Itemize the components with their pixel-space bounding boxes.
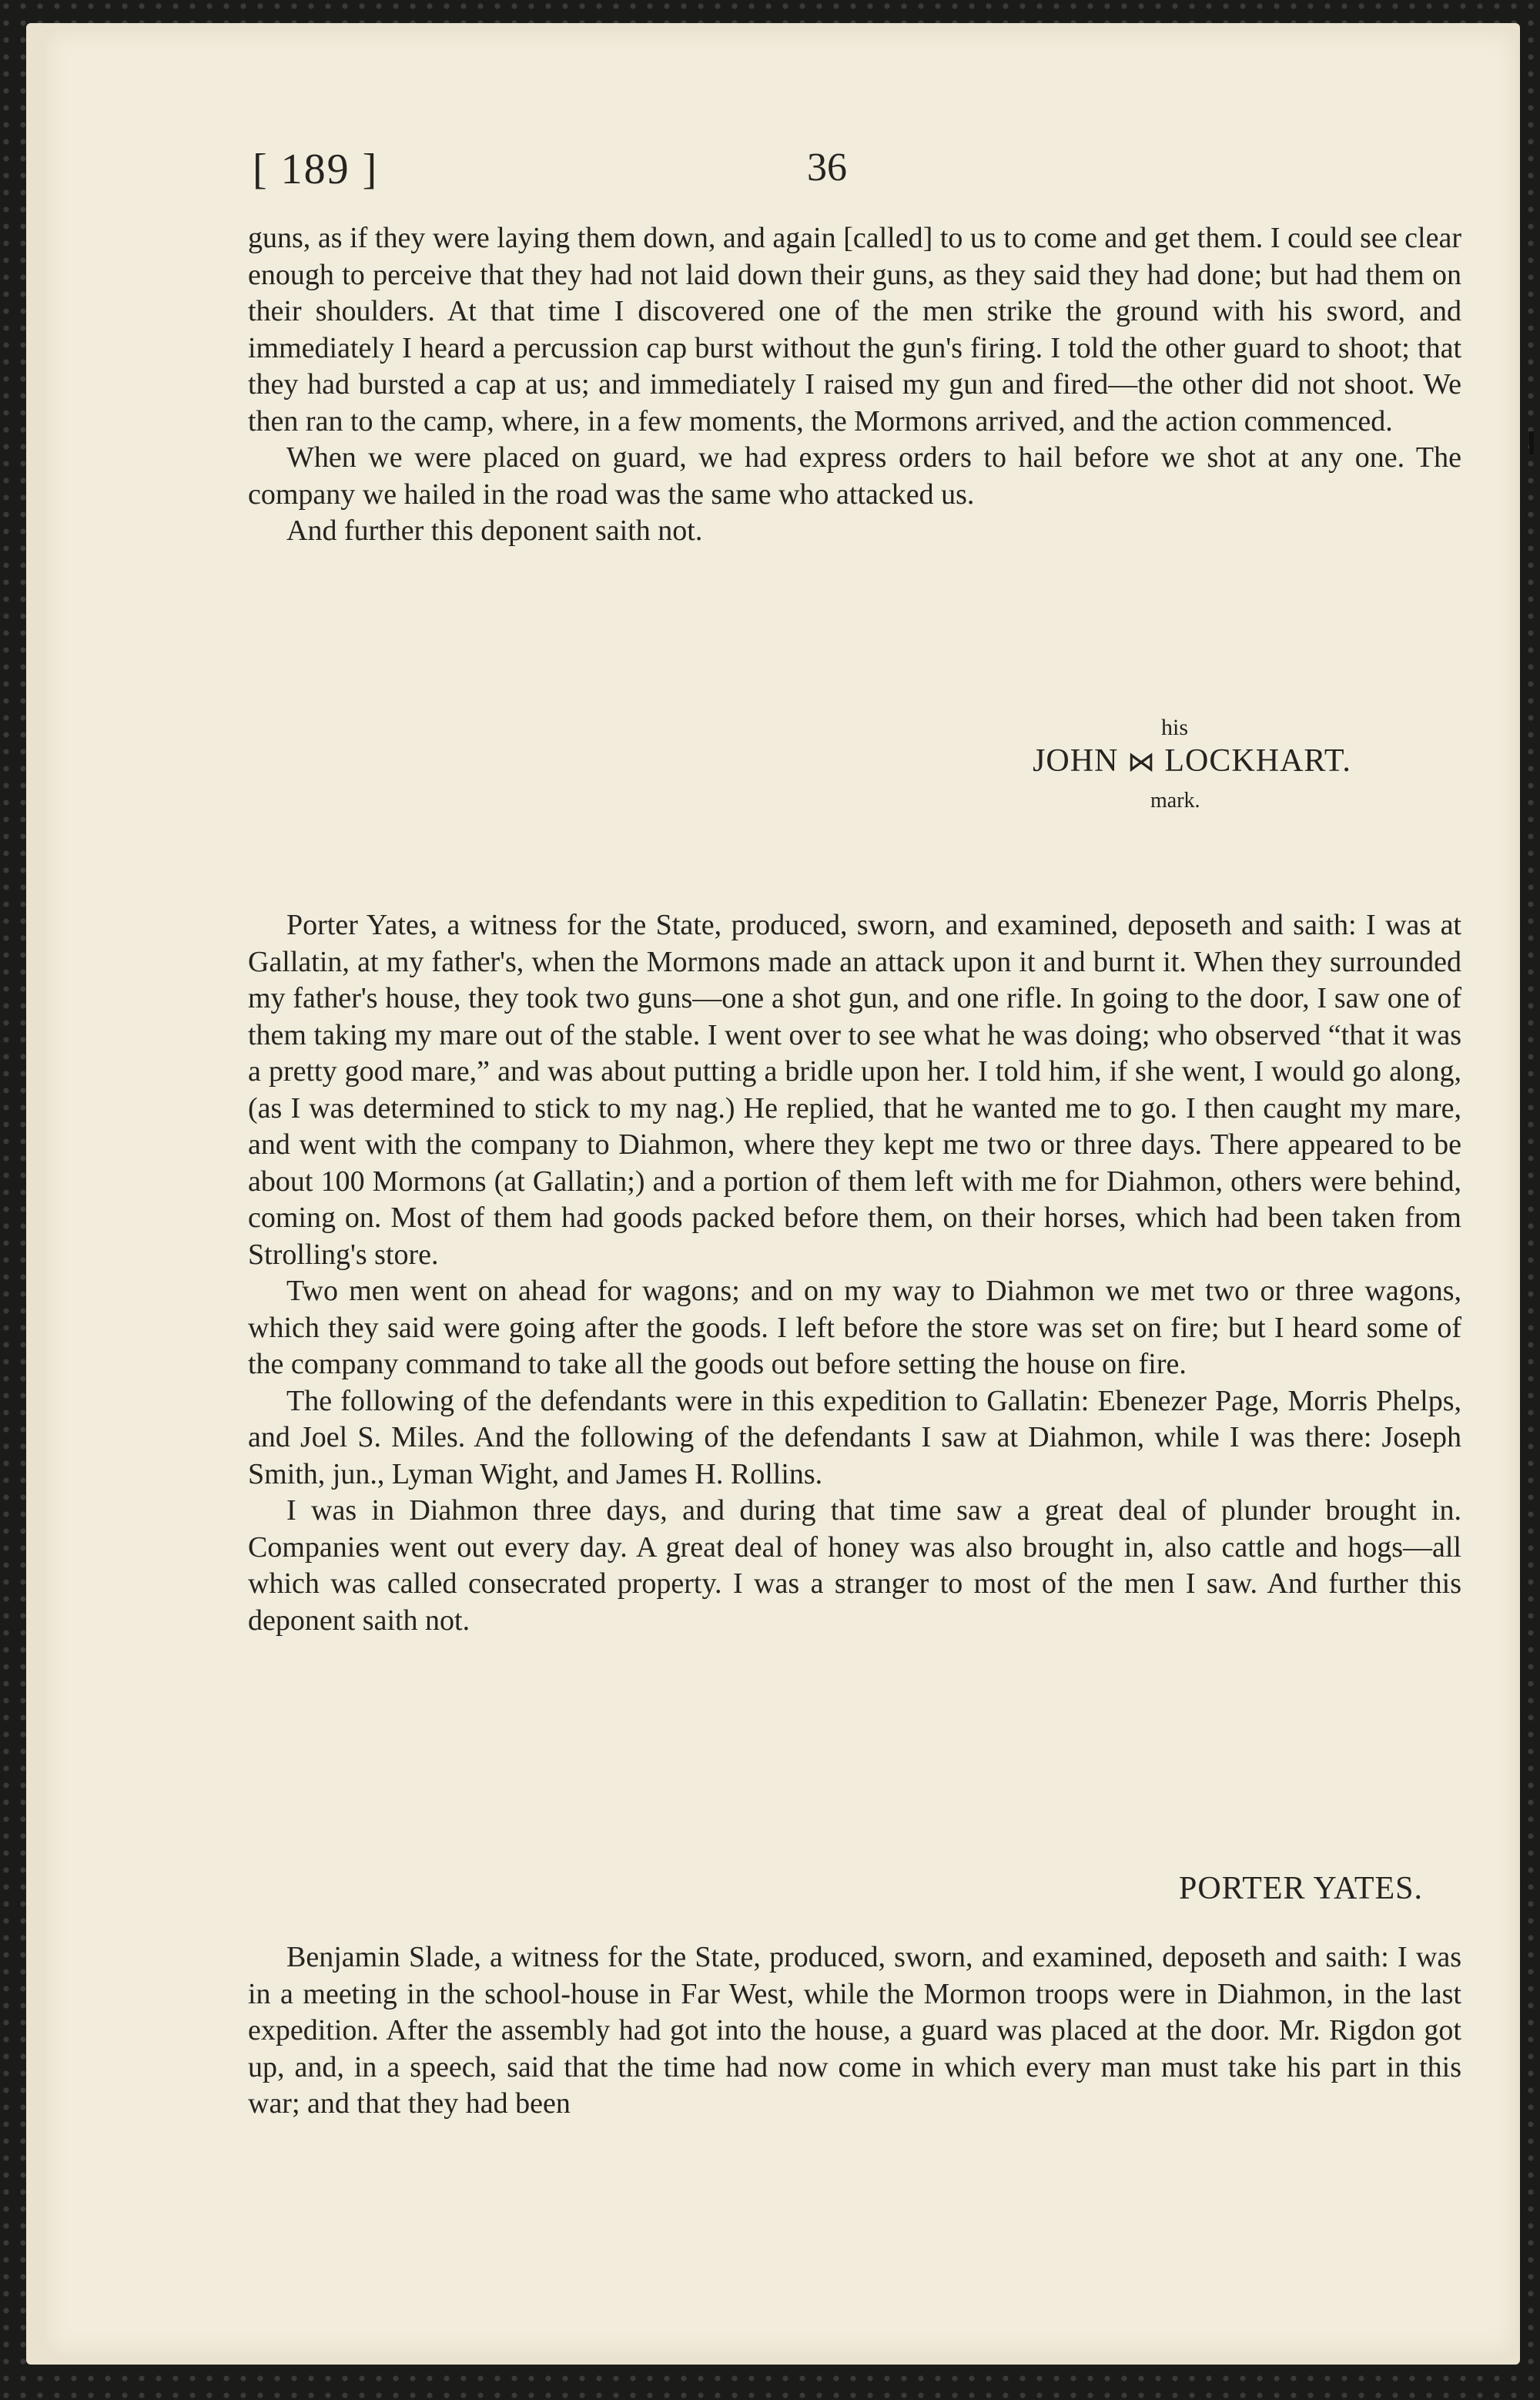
paragraph: The following of the defendants were in this expedition to Gallatin: Ebenezer Page, Morris Phelps, and Joel S. Miles. And the following of the defendants I saw at Diahmon, while I was there: Joseph Smith, jun., Lyman Wight, and James H. Rollins. xyxy=(248,1384,1461,1490)
cross-mark-icon: ⋈ xyxy=(1127,746,1156,778)
document-number: [ 189 ] xyxy=(253,146,379,193)
mark-mark-label: mark. xyxy=(1150,789,1200,813)
paragraph: When we were placed on guard, we had express orders to hail before we shot at any one. The company we hailed in the road was the same who attacked us. xyxy=(248,441,1461,511)
mark-last-name: LOCKHART. xyxy=(1164,743,1351,779)
paragraph: guns, as if they were laying them down, and again [called] to us to come and get them. I could see clear enough to perceive that they had not laid down their guns, as they said they had done; but had them on their shoulders. At that time I discovered one of the men strike the ground with his sword, and immediately I heard a percussion cap burst without the gun's firing. I told the other guard to shoot; that they had bursted a cap at us; and immediately I raised my gun and fired—the other did not shoot. We then ran to the camp, where, in a few moments, the Mormons arrived, and the action commenced. xyxy=(248,222,1461,437)
page-header xyxy=(253,145,1485,214)
paragraph: Benjamin Slade, a witness for the State, produced, sworn, and examined, deposeth and saith: I was in a meeting in the school-house in Far West, while the Mormon troops were in Diahmon, in the last expedition. After the assembly had got into the house, a guard was placed at the door. Mr. Rigdon got up, and, in a speech, said that the time had now come in which every man must take his part in this war; and that they had been xyxy=(248,1941,1461,2120)
scan-edge-mark xyxy=(1529,431,1534,454)
lockhart-testimony-end xyxy=(248,220,1461,550)
page-number: 36 xyxy=(807,146,847,189)
document-page xyxy=(45,29,1517,2355)
paragraph: Porter Yates, a witness for the State, produced, sworn, and examined, deposeth and saith: I was at Gallatin, at my father's, when the Mormons made an attack upon it and burnt it. When they surrounded my father's house, they took two guns—one a shot gun, and one rifle. In going to the door, I saw one of them taking my mare out of the stable. I went over to see what he was doing; who observed “that it was a pretty good mare,” and was about putting a bridle upon her. I told him, if she went, I would go along, (as I was determined to stick to my nag.) He replied, that he wanted me to go. I then caught my mare, and went with the company to Diahmon, where they kept me two or three days. There appeared to be about 100 Mormons (at Gallatin;) and a portion of them left with me for Diahmon, others were behind, coming on. Most of them had goods packed before them, on their horses, which had been taken from Strolling's store. xyxy=(248,909,1461,1271)
yates-signature: PORTER YATES. xyxy=(1179,1871,1423,1906)
paragraph: Two men went on ahead for wagons; and on my way to Diahmon we met two or three wagons, which they said were going after the goods. I left before the store was set on fire; but I heard some of the company command to take all the goods out before setting the house on fire. xyxy=(248,1275,1461,1380)
mark-name xyxy=(953,742,1431,779)
mark-first-name: JOHN xyxy=(1033,743,1119,779)
mark-his-label: his xyxy=(1161,715,1189,740)
yates-testimony xyxy=(248,907,1461,1639)
paragraph: I was in Diahmon three days, and during that time saw a great deal of plunder brought in. Companies went out every day. A great deal of honey was also brought in, also cattle and hogs—all which was called consecrated property. I was a stranger to most of the men I saw. And further this deponent saith not. xyxy=(248,1494,1461,1637)
paragraph: And further this deponent saith not. xyxy=(286,515,703,547)
slade-testimony xyxy=(248,1939,1461,2123)
lockhart-signature-mark xyxy=(953,715,1431,830)
